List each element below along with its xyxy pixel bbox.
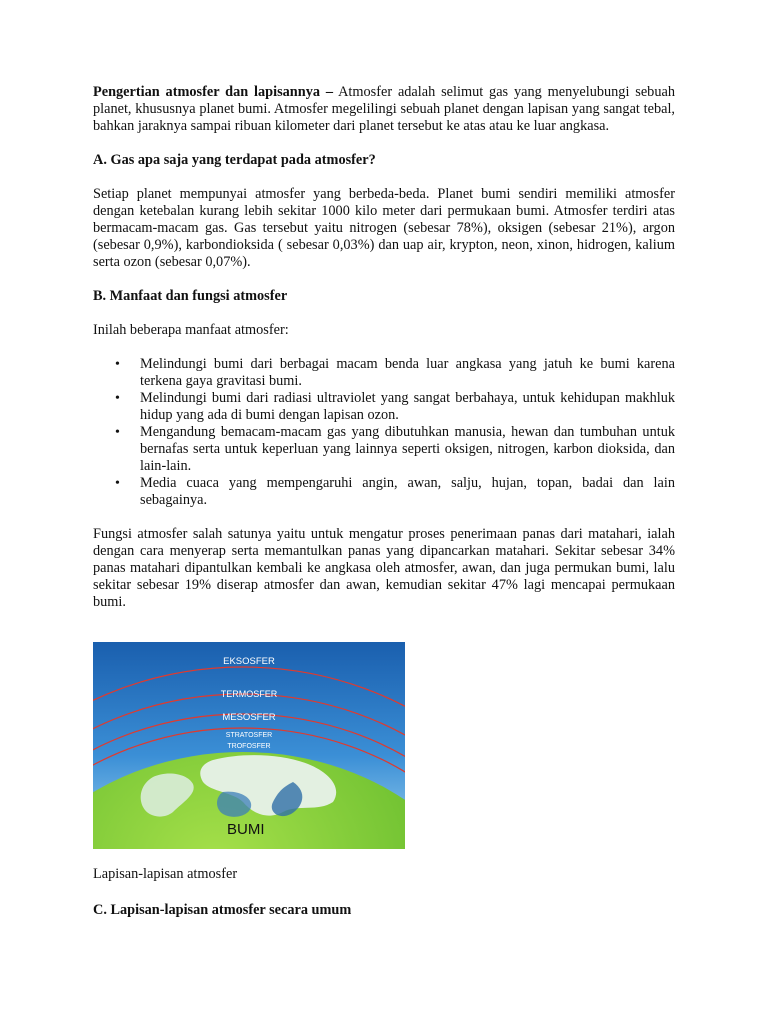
atmosphere-layers-figure [93, 642, 405, 849]
bullet-icon: • [115, 476, 120, 491]
layer-label-termosfer: TERMOSFER [220, 689, 278, 699]
figure-caption: Lapisan-lapisan atmosfer [93, 866, 238, 882]
layer-label-trofosfer: TROFOSFER [227, 743, 271, 750]
atmosphere-diagram [93, 642, 405, 849]
list-item-text: Mengandung bemacam-macam gas yang dibutuhkan manusia, hewan dan tumbuhan untuk bernafas serta untuk keperluan yang lainnya seperti oksigen, nitrogen, karbon dioksida, dan lain-lain. [140, 424, 675, 474]
intro-paragraph [93, 84, 675, 135]
earth-label: BUMI [227, 821, 265, 838]
intro-text: Atmosfer adalah selimut gas yang menyelubungi sebuah planet, khususnya planet bumi. Atmosfer megelilingi sebuah planet dengan lapisan yang sangat tebal, bahkan jaraknya sampai ribuan kilometer dari planet tersebut ke atas atau ke luar angkasa. [93, 84, 675, 134]
benefits-list [93, 356, 675, 509]
bullet-icon: • [115, 391, 120, 406]
list-item [93, 356, 675, 390]
section-c-heading: C. Lapisan-lapisan atmosfer secara umum [93, 902, 352, 918]
intro-title: Pengertian atmosfer dan lapisannya – [93, 84, 334, 100]
layer-label-stratosfer: STRATOSFER [225, 732, 273, 739]
section-b-intro: Inilah beberapa manfaat atmosfer: [93, 322, 289, 338]
section-b-heading: B. Manfaat dan fungsi atmosfer [93, 288, 288, 304]
bullet-icon: • [115, 357, 120, 372]
list-item [93, 424, 675, 475]
list-item [93, 475, 675, 509]
list-item [93, 390, 675, 424]
list-item-text: Media cuaca yang mempengaruhi angin, awan, salju, hujan, topan, badai dan lain sebagainya. [140, 475, 675, 508]
section-a-text: Setiap planet mempunyai atmosfer yang berbeda-beda. Planet bumi sendiri memiliki atmosfer dengan ketebalan kurang lebih sekitar 1000 kilo meter dari permukaan bumi. Atmosfer terdiri atas bermacam-macam gas. Gas tersebut yaitu nitrogen (sebesar 78%), oksigen (sebesar 21%), argon (sebesar 0,9%), karbondioksida ( sebesar 0,03%) dan uap air, krypton, neon, xinon, hidrogen, kalium serta ozon (sebesar 0,07%). [93, 186, 675, 270]
list-item-text: Melindungi bumi dari berbagai macam benda luar angkasa yang jatuh ke bumi karena terkena gaya gravitasi bumi. [140, 356, 675, 389]
document-body [93, 84, 675, 611]
layer-label-mesosfer: MESOSFER [222, 712, 276, 723]
list-item-text: Melindungi bumi dari radiasi ultraviolet yang sangat berbahaya, untuk kehidupan makhluk hidup yang ada di bumi dengan lapisan ozon. [140, 390, 675, 423]
layer-label-eksosfer: EKSOSFER [223, 656, 275, 667]
bullet-icon: • [115, 425, 120, 440]
section-a-heading: A. Gas apa saja yang terdapat pada atmosfer? [93, 152, 376, 168]
function-paragraph: Fungsi atmosfer salah satunya yaitu untuk mengatur proses penerimaan panas dari matahari, ialah dengan cara menyerap serta memantulkan panas yang dipancarkan matahari. Sekitar sebesar 34% panas matahari dipantulkan kembali ke angkasa oleh atmosfer, awan, dan juga permukan bumi, lalu sekitar sebesar 19% diserap atmosfer dan awan, kemudian sekitar 47% lagi mencapai permukaan bumi. [93, 526, 675, 610]
